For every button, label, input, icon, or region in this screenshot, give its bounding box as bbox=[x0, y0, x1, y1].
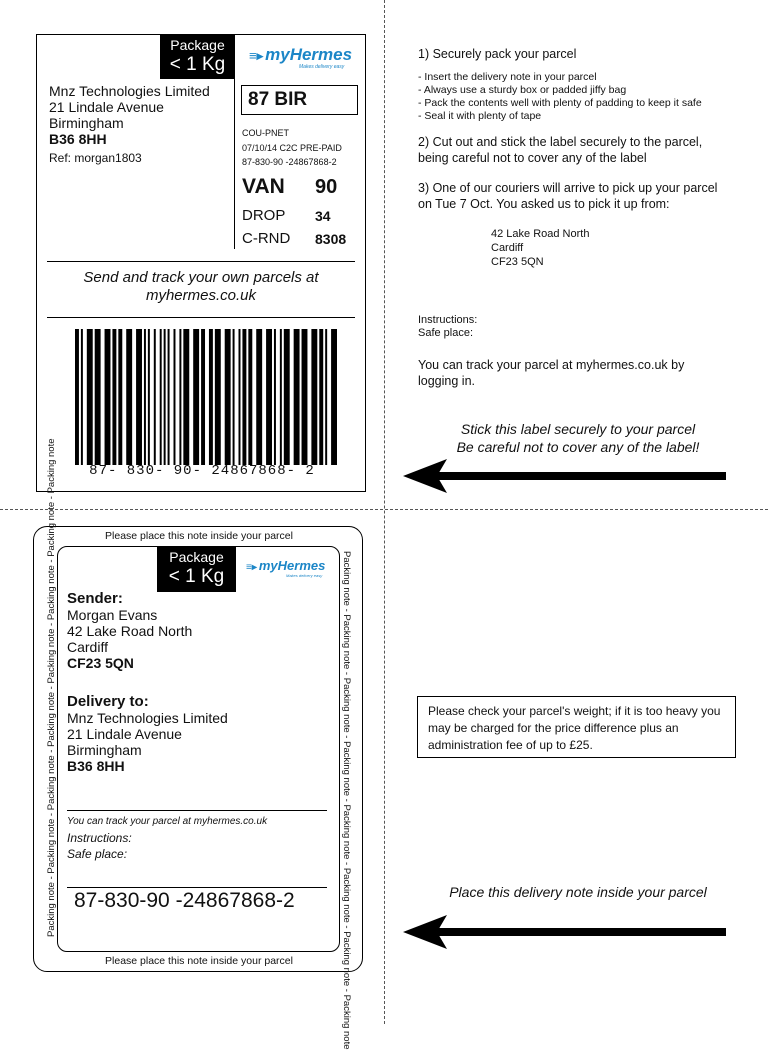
barcode-bar bbox=[256, 329, 262, 465]
barcode-bar bbox=[280, 329, 282, 465]
barcode-bar bbox=[154, 329, 156, 465]
pickup-line: Cardiff bbox=[491, 242, 524, 254]
barcode-number: 87- 830- 90- 24867868- 2 bbox=[89, 463, 315, 479]
barcode-bar bbox=[209, 329, 213, 465]
step-1: 1) Securely pack your parcel bbox=[418, 47, 577, 61]
track-promo-line: Send and track your own parcels at bbox=[83, 269, 319, 286]
package-title: Package bbox=[170, 37, 225, 53]
crnd-label: C-RND bbox=[242, 230, 291, 247]
barcode-bar bbox=[284, 329, 290, 465]
barcode-bar bbox=[302, 329, 308, 465]
divider-line bbox=[47, 261, 355, 262]
left-arrow-icon bbox=[403, 459, 727, 493]
barcode-bar bbox=[331, 329, 337, 465]
side-text-left: Packing note - Packing note - Packing note - Packing note - Packing note - Packing note - Packing note - Packing note bbox=[46, 438, 57, 937]
barcode-bar bbox=[266, 329, 272, 465]
barcode-icon bbox=[75, 329, 337, 465]
pickup-address bbox=[491, 227, 589, 269]
delivery-title: Delivery to: bbox=[67, 693, 149, 710]
pickup-line: CF23 5QN bbox=[491, 256, 544, 268]
step-3-line: on Tue 7 Oct. You asked us to pick it up from: bbox=[418, 197, 670, 211]
note-header: Please place this note inside your parcel bbox=[105, 530, 293, 542]
drop-label: DROP bbox=[242, 207, 286, 224]
step-2-line: 2) Cut out and stick the label securely to the parcel, bbox=[418, 135, 703, 149]
van-value: 90 bbox=[315, 176, 338, 198]
packing-note bbox=[33, 438, 363, 1050]
barcode-bar bbox=[105, 329, 111, 465]
recipient-line: Mnz Technologies Limited bbox=[49, 83, 210, 99]
hermes-bird-icon: ≡▸ bbox=[249, 48, 264, 63]
package-size-badge bbox=[160, 35, 235, 79]
delivery-line: Birmingham bbox=[67, 742, 142, 758]
delivery-line: 21 Lindale Avenue bbox=[67, 726, 182, 742]
package-weight: < 1 Kg bbox=[169, 54, 226, 75]
barcode-bar bbox=[95, 329, 101, 465]
note-tracking-text: You can track your parcel at myhermes.co.uk bbox=[67, 816, 268, 827]
delivery-block bbox=[67, 694, 228, 774]
recipient-line: Birmingham bbox=[49, 115, 124, 131]
service-line: 07/10/14 C2C PRE-PAID bbox=[242, 143, 342, 153]
crnd-value: 8308 bbox=[315, 231, 347, 247]
sender-postcode: CF23 5QN bbox=[67, 655, 134, 671]
barcode-bar bbox=[144, 329, 146, 465]
brand-tagline: Makes delivery easy bbox=[299, 64, 345, 70]
barcode-bar bbox=[319, 329, 323, 465]
barcode-bar bbox=[325, 329, 327, 465]
barcode-bar bbox=[274, 329, 276, 465]
brand-tagline: Makes delivery easy bbox=[286, 573, 323, 578]
recipient-line: 21 Lindale Avenue bbox=[49, 99, 164, 115]
left-arrow-icon bbox=[403, 915, 727, 949]
barcode-bar bbox=[164, 329, 166, 465]
package-title: Package bbox=[169, 549, 224, 565]
barcode-bar bbox=[242, 329, 246, 465]
barcode-bar bbox=[225, 329, 231, 465]
barcode-bar bbox=[81, 329, 83, 465]
barcode-bar bbox=[174, 329, 176, 465]
hermes-bird-icon: ≡▸ bbox=[246, 562, 257, 573]
step-2-line: being careful not to cover any of the label bbox=[418, 151, 647, 165]
barcode-bar bbox=[183, 329, 189, 465]
weight-notice: Please check your parcel's weight; if it is too heavy you may be charged for the price difference plus an administration fee of up to £25. bbox=[417, 696, 736, 758]
stick-line: Be careful not to cover any of the label! bbox=[456, 439, 700, 455]
tip-item: - Pack the contents well with plenty of padding to keep it safe bbox=[418, 97, 702, 109]
recipient-address bbox=[49, 83, 210, 166]
label-divider bbox=[234, 79, 235, 249]
instructions-label: Instructions: bbox=[67, 831, 132, 845]
barcode-bar bbox=[168, 329, 170, 465]
van-label: VAN bbox=[242, 175, 285, 198]
note-instructions bbox=[67, 830, 132, 862]
delivery-postcode: B36 8HH bbox=[67, 758, 125, 774]
barcode-bar bbox=[311, 329, 317, 465]
sender-line: 42 Lake Road North bbox=[67, 623, 193, 639]
barcode-bar bbox=[160, 329, 162, 465]
barcode-bar bbox=[215, 329, 221, 465]
service-line: COU-PNET bbox=[242, 128, 289, 138]
sender-line: Morgan Evans bbox=[67, 607, 158, 623]
barcode-bar bbox=[294, 329, 300, 465]
sender-title: Sender: bbox=[67, 590, 123, 607]
package-weight: < 1 Kg bbox=[168, 566, 225, 587]
tracking-number: 87-830-90 -24867868-2 bbox=[74, 889, 295, 912]
note-footer: Please place this note inside your parcel bbox=[105, 955, 293, 967]
divider-line bbox=[67, 810, 327, 811]
sender-line: Cardiff bbox=[67, 639, 108, 655]
tracking-line: logging in. bbox=[418, 374, 475, 388]
pickup-instructions bbox=[418, 314, 477, 340]
myhermes-logo-icon bbox=[249, 45, 353, 70]
step-2 bbox=[418, 134, 702, 166]
barcode-bar bbox=[136, 329, 142, 465]
packing-tips bbox=[418, 71, 702, 123]
stick-label-note bbox=[410, 420, 746, 456]
track-promo-line: myhermes.co.uk bbox=[145, 287, 257, 304]
horizontal-cut-line bbox=[0, 509, 768, 510]
tracking-line: You can track your parcel at myhermes.co.uk by bbox=[418, 358, 685, 372]
sender-block bbox=[67, 591, 192, 671]
barcode-bar bbox=[193, 329, 199, 465]
reference: Ref: morgan1803 bbox=[49, 151, 142, 165]
place-note-instruction: Place this delivery note inside your parcel bbox=[449, 884, 707, 900]
tip-item: - Insert the delivery note in your parcel bbox=[418, 71, 597, 83]
barcode-bar bbox=[201, 329, 205, 465]
step-3-line: 3) One of our couriers will arrive to pick up your parcel bbox=[418, 181, 718, 195]
barcode-bar bbox=[118, 329, 122, 465]
step-3 bbox=[418, 180, 717, 212]
divider-line bbox=[47, 317, 355, 318]
side-text-right: Packing note - Packing note - Packing note - Packing note - Packing note - Packing note - Packing note - Packing note bbox=[341, 551, 352, 1050]
pickup-line: 42 Lake Road North bbox=[491, 228, 590, 240]
brand-name: myHermes bbox=[258, 558, 326, 573]
tip-item: - Seal it with plenty of tape bbox=[418, 110, 542, 122]
barcode-bar bbox=[87, 329, 93, 465]
barcode-bar bbox=[112, 329, 116, 465]
packing-note-inner bbox=[57, 546, 340, 952]
tip-item: - Always use a sturdy box or padded jiffy bag bbox=[418, 84, 627, 96]
package-size-badge bbox=[157, 547, 236, 592]
barcode-bar bbox=[248, 329, 252, 465]
instructions-label: Instructions: bbox=[418, 314, 478, 326]
track-promo bbox=[47, 269, 355, 305]
myhermes-logo-icon bbox=[246, 558, 326, 578]
service-line: 87-830-90 -24867868-2 bbox=[242, 157, 337, 167]
brand-name: myHermes bbox=[265, 45, 353, 64]
route-code: 87 BIR bbox=[241, 85, 358, 115]
barcode-bar bbox=[239, 329, 241, 465]
stick-line: Stick this label securely to your parcel bbox=[460, 421, 696, 437]
barcode-bar bbox=[75, 329, 79, 465]
barcode-bar bbox=[126, 329, 132, 465]
barcode-bar bbox=[179, 329, 181, 465]
barcode-bar bbox=[148, 329, 150, 465]
drop-value: 34 bbox=[315, 208, 331, 224]
shipping-label bbox=[36, 34, 366, 492]
recipient-postcode: B36 8HH bbox=[49, 131, 107, 147]
vertical-cut-line bbox=[384, 0, 385, 1024]
safe-place-label: Safe place: bbox=[67, 847, 128, 861]
divider-line bbox=[67, 887, 327, 888]
delivery-line: Mnz Technologies Limited bbox=[67, 710, 228, 726]
tracking-info bbox=[418, 357, 684, 389]
barcode-bar bbox=[233, 329, 235, 465]
safe-place-label: Safe place: bbox=[418, 327, 474, 339]
